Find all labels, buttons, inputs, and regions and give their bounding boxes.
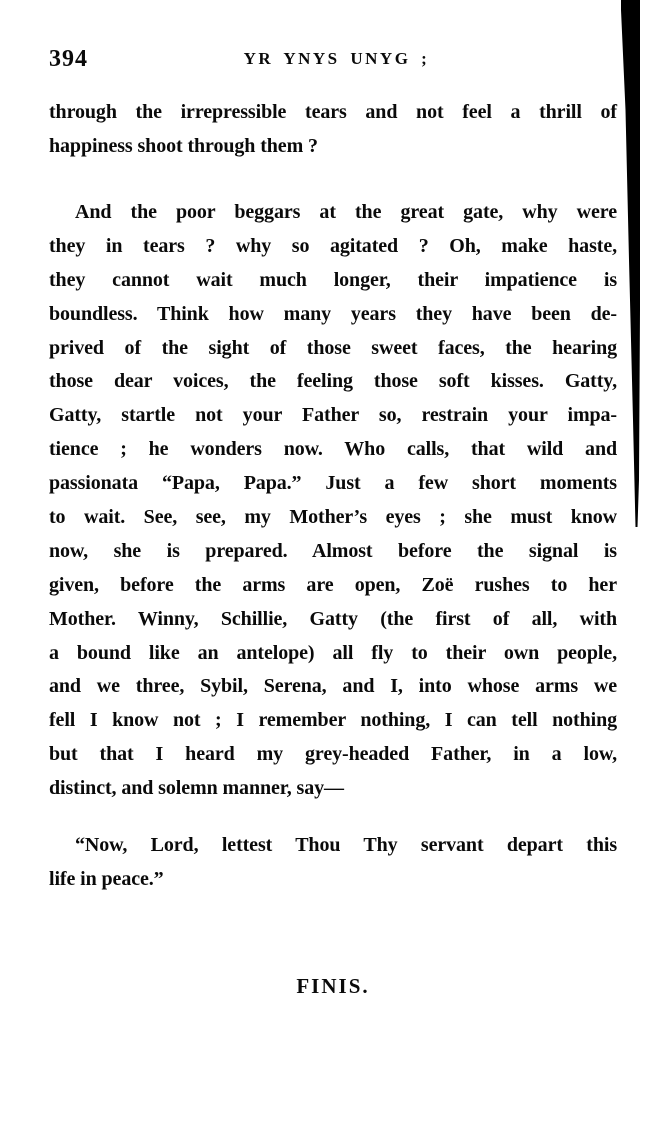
text-line: to wait. See, see, my Mother’s eyes ; she must know <box>49 506 617 529</box>
text-line: now, she is prepared. Almost before the signal is <box>49 539 617 562</box>
text-line: happiness shoot through them ? <box>49 134 318 157</box>
body-text <box>49 0 617 1133</box>
text-line: through the irrepressible tears and not feel a thrill of <box>49 101 617 123</box>
text-line: they in tears ? why so agitated ? Oh, make haste, <box>49 234 617 257</box>
text-line: Gatty, startle not your Father so, restrain your impa- <box>49 404 617 427</box>
text-line: they cannot wait much longer, their impatience is <box>49 268 617 291</box>
paragraph <box>49 196 617 806</box>
text-line: a bound like an antelope) all fly to their own people, <box>49 641 617 664</box>
text-line: but that I heard my grey-headed Father, in a low, <box>49 743 617 766</box>
page-number: 394 <box>49 46 88 72</box>
text-line: given, before the arms are open, Zoë rushes to her <box>49 573 617 596</box>
text-line: fell I know not ; I remember nothing, I can tell nothing <box>49 709 617 732</box>
text-line: And the poor beggars at the great gate, why were <box>75 201 617 223</box>
text-line: “Now, Lord, lettest Thou Thy servant depart this <box>75 834 617 856</box>
running-title: YR YNYS UNYG ; <box>243 49 430 68</box>
text-line: and we three, Sybil, Serena, and I, into whose arms we <box>49 675 617 698</box>
finis-label: FINIS. <box>296 974 370 998</box>
text-line: those dear voices, the feeling those soft kisses. Gatty, <box>49 370 617 393</box>
text-line: prived of the sight of those sweet faces, the hearing <box>49 336 617 359</box>
text-line: boundless. Think how many years they have been de- <box>49 302 617 325</box>
text-line: tience ; he wonders now. Who calls, that wild and <box>49 438 617 461</box>
scan-artifact-shape <box>621 0 640 527</box>
text-line: life in peace.” <box>49 867 164 890</box>
paragraph <box>49 829 617 897</box>
text-line: distinct, and solemn manner, say— <box>49 777 344 800</box>
text-line: Mother. Winny, Schillie, Gatty (the first of all, with <box>49 607 617 630</box>
paragraph <box>49 96 617 164</box>
text-line: passionata “Papa, Papa.” Just a few short moments <box>49 472 617 495</box>
